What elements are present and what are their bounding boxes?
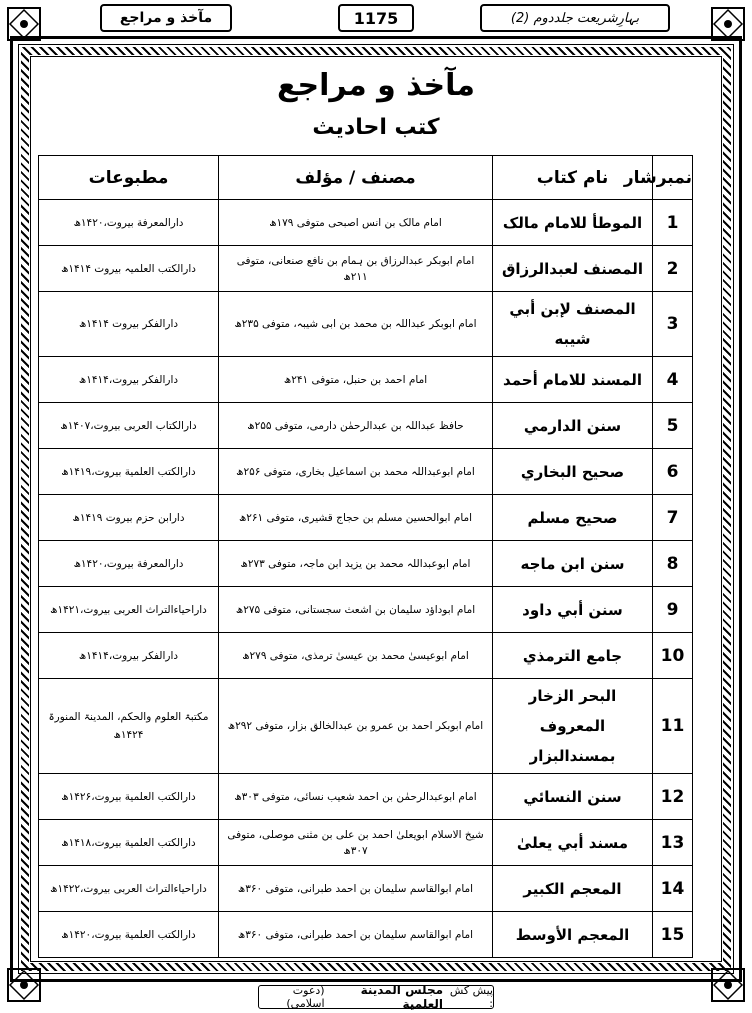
- table-row: [39, 495, 693, 541]
- book-publisher: دارالمعرفة بیروت،۱۴۲۰ھ: [39, 541, 219, 587]
- table-row: [39, 541, 693, 587]
- page-title: مآخذ و مراجع: [277, 68, 475, 103]
- corner-ornament-icon: [4, 4, 44, 44]
- book-name: صحيح البخاري: [493, 449, 653, 495]
- book-author: امام احمد بن حنبل، متوفی ۲۴۱ھ: [219, 357, 493, 403]
- book-author: امام ابوالقاسم سلیمان بن احمد طبرانی، متوفی ۳۶۰ھ: [219, 912, 493, 958]
- book-publisher: دارالفکر بیروت ۱۴۱۴ھ: [39, 292, 219, 357]
- column-header-book: نام کتاب: [493, 156, 653, 200]
- row-number: 7: [653, 495, 693, 541]
- book-author: حافظ عبداللہ بن عبدالرحمٰن دارمی، متوفی ۲۵۵ھ: [219, 403, 493, 449]
- book-publisher: داراحیاءالتراث العربی بیروت،۱۴۲۲ھ: [39, 866, 219, 912]
- book-publisher: مکتبۃ العلوم والحکم، المدینۃ المنورۃ ۱۴۲۴ھ: [39, 679, 219, 774]
- row-number: 4: [653, 357, 693, 403]
- book-name: جامع الترمذي: [493, 633, 653, 679]
- book-name: المسند للامام أحمد: [493, 357, 653, 403]
- table-row: [39, 633, 693, 679]
- page-number: 1175: [338, 4, 414, 32]
- book-name: المعجم الأوسط: [493, 912, 653, 958]
- corner-ornament-icon: [4, 965, 44, 1005]
- book-publisher: داراحیاءالتراث العربی بیروت،۱۴۲۱ھ: [39, 587, 219, 633]
- book-author: امام ابوالحسین مسلم بن حجاج قشیری، متوفی ۲۶۱ھ: [219, 495, 493, 541]
- book-publisher: دارالکتاب العربی بیروت،۱۴۰۷ھ: [39, 403, 219, 449]
- references-table: [38, 155, 693, 958]
- table-row: [39, 587, 693, 633]
- header-book-title: بہارِشریعت جلددوم (2): [480, 4, 670, 32]
- book-author: امام ابوعبداللہ محمد بن اسماعیل بخاری، متوفی ۲۵۶ھ: [219, 449, 493, 495]
- row-number: 8: [653, 541, 693, 587]
- book-publisher: دارالکتب العلمیة بیروت،۱۴۲۰ھ: [39, 912, 219, 958]
- book-name: سنن الدارمي: [493, 403, 653, 449]
- table-header-row: [39, 156, 693, 200]
- book-publisher: دارالکتب العلمیة بیروت،۱۴۱۸ھ: [39, 820, 219, 866]
- footer-organization: مجلس المدينة العلمية: [360, 983, 444, 1011]
- book-author: امام ابوبکر احمد بن عمرو بن عبدالخالق بزار، متوفی ۲۹۲ھ: [219, 679, 493, 774]
- book-name: المصنف لإبن أبي شيبه: [493, 292, 653, 357]
- book-publisher: دارالفکر بیروت،۱۴۱۴ھ: [39, 633, 219, 679]
- footer-publisher-box: [258, 985, 494, 1009]
- row-number: 15: [653, 912, 693, 958]
- table-row: [39, 866, 693, 912]
- corner-ornament-icon: [708, 4, 748, 44]
- column-header-publisher: مطبوعات: [39, 156, 219, 200]
- book-name: المصنف لعبدالرزاق: [493, 246, 653, 292]
- row-number: 13: [653, 820, 693, 866]
- table-row: [39, 820, 693, 866]
- book-author: شیخ الاسلام ابویعلیٰ احمد بن علی بن مثنی موصلی، متوفی ۳۰۷ھ: [219, 820, 493, 866]
- book-name: البحر الزخار المعروف بمسندالبزار: [493, 679, 653, 774]
- row-number: 3: [653, 292, 693, 357]
- row-number: 10: [653, 633, 693, 679]
- column-header-number: نمبرشار: [653, 156, 693, 200]
- book-publisher: دارابن حزم بیروت ۱۴۱۹ھ: [39, 495, 219, 541]
- book-author: امام ابوالقاسم سلیمان بن احمد طبرانی، متوفی ۳۶۰ھ: [219, 866, 493, 912]
- table-row: [39, 357, 693, 403]
- table-row: [39, 403, 693, 449]
- footer-prefix: پیش کش :: [449, 984, 493, 1010]
- table-row: [39, 774, 693, 820]
- book-publisher: دارالفکر بیروت،۱۴۱۴ھ: [39, 357, 219, 403]
- book-name: سنن ابن ماجه: [493, 541, 653, 587]
- header-section-title: مآخذ و مراجع: [100, 4, 232, 32]
- book-author: امام مالک بن انس اصبحی متوفی ۱۷۹ھ: [219, 200, 493, 246]
- page-subtitle: کتب احادیث: [312, 115, 440, 140]
- row-number: 1: [653, 200, 693, 246]
- corner-ornament-icon: [708, 965, 748, 1005]
- row-number: 14: [653, 866, 693, 912]
- book-name: مسند أبي يعلىٰ: [493, 820, 653, 866]
- book-name: سنن أبي داود: [493, 587, 653, 633]
- book-author: امام ابوداؤد سلیمان بن اشعث سجستانی، متوفی ۲۷۵ھ: [219, 587, 493, 633]
- book-publisher: دارالکتب العلمیہ بیروت ۱۴۱۴ھ: [39, 246, 219, 292]
- row-number: 12: [653, 774, 693, 820]
- book-author: امام ابوعبدالرحمٰن بن احمد شعیب نسائی، متوفی ۳۰۳ھ: [219, 774, 493, 820]
- book-name: الموطأ للامام مالک: [493, 200, 653, 246]
- row-number: 11: [653, 679, 693, 774]
- row-number: 6: [653, 449, 693, 495]
- row-number: 9: [653, 587, 693, 633]
- book-author: امام ابوعبداللہ محمد بن یزید ابن ماجہ، متوفی ۲۷۳ھ: [219, 541, 493, 587]
- book-publisher: دارالمعرفة بیروت،۱۴۲۰ھ: [39, 200, 219, 246]
- table-row: [39, 200, 693, 246]
- footer-note: (دعوت اسلامی): [286, 984, 325, 1010]
- book-name: صحيح مسلم: [493, 495, 653, 541]
- book-publisher: دارالکتب العلمیة بیروت،۱۴۲۶ھ: [39, 774, 219, 820]
- book-author: امام ابوبکر عبدالرزاق بن ہمام بن نافع صنعانی، متوفی ۲۱۱ھ: [219, 246, 493, 292]
- book-name: المعجم الكبير: [493, 866, 653, 912]
- book-publisher: دارالکتب العلمیة بیروت،۱۴۱۹ھ: [39, 449, 219, 495]
- book-author: امام ابوعیسیٰ محمد بن عیسیٰ ترمذی، متوفی ۲۷۹ھ: [219, 633, 493, 679]
- table-row: [39, 912, 693, 958]
- table-row: [39, 449, 693, 495]
- row-number: 5: [653, 403, 693, 449]
- table-row: [39, 246, 693, 292]
- book-name: سنن النسائي: [493, 774, 653, 820]
- table-row: [39, 292, 693, 357]
- table-row: [39, 679, 693, 774]
- column-header-author: مصنف / مؤلف: [219, 156, 493, 200]
- row-number: 2: [653, 246, 693, 292]
- book-author: امام ابوبکر عبداللہ بن محمد بن ابی شیبہ، متوفی ۲۳۵ھ: [219, 292, 493, 357]
